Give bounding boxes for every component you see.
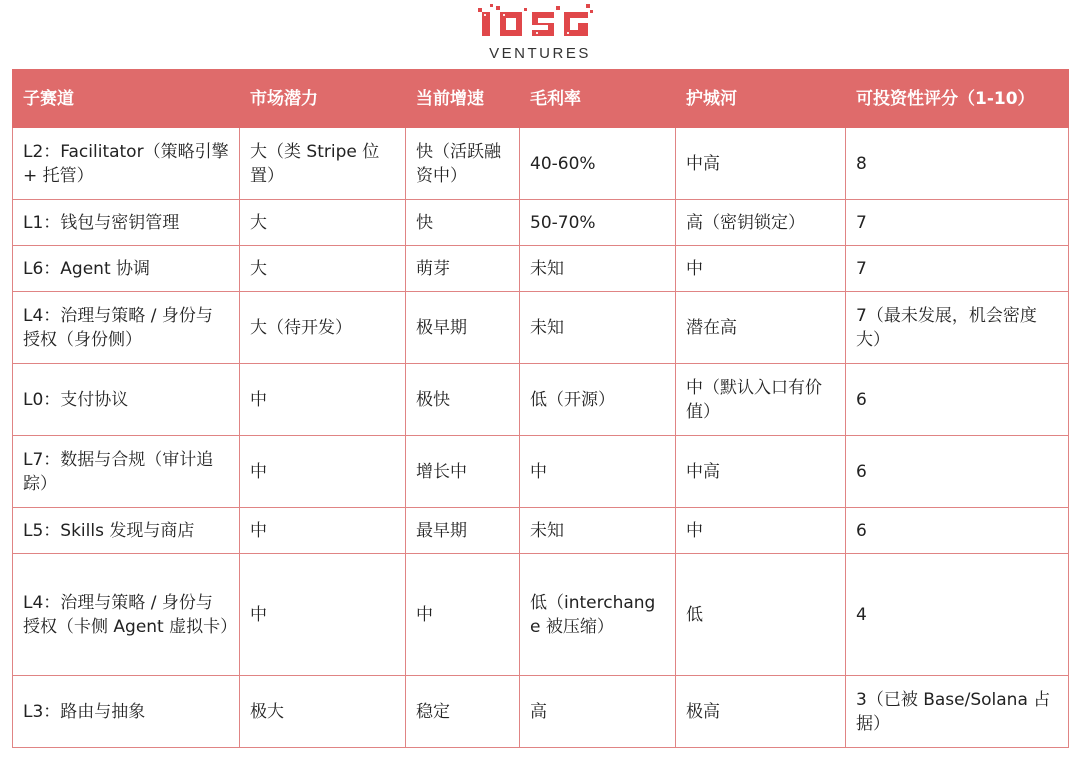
- table-cell: 中: [240, 436, 406, 508]
- table-cell: 极高: [676, 676, 846, 748]
- header-moat: 护城河: [676, 70, 846, 128]
- table-cell: 最早期: [406, 508, 520, 554]
- table-cell: L6：Agent 协调: [13, 246, 240, 292]
- table-cell: 低（interchange 被压缩）: [520, 554, 676, 676]
- table-cell: 6: [846, 364, 1069, 436]
- table-cell: 中高: [676, 436, 846, 508]
- table-cell: 50-70%: [520, 200, 676, 246]
- table-cell: 极早期: [406, 292, 520, 364]
- table-cell: 中高: [676, 128, 846, 200]
- table-row: [13, 508, 1069, 554]
- table-cell: 萌芽: [406, 246, 520, 292]
- table-row: [13, 128, 1069, 200]
- table-cell: 7: [846, 200, 1069, 246]
- table-cell: 40-60%: [520, 128, 676, 200]
- header-gross-margin: 毛利率: [520, 70, 676, 128]
- table-row: [13, 436, 1069, 508]
- table-cell: 中: [406, 554, 520, 676]
- table-row: [13, 200, 1069, 246]
- table-cell: 中: [240, 554, 406, 676]
- table-cell: 高: [520, 676, 676, 748]
- table-cell: L1：钱包与密钥管理: [13, 200, 240, 246]
- table-cell: 中: [676, 508, 846, 554]
- table-cell: L4：治理与策略 / 身份与授权（身份侧）: [13, 292, 240, 364]
- table-cell: L3：路由与抽象: [13, 676, 240, 748]
- logo-subtitle: VENTURES: [489, 45, 591, 62]
- table-cell: 7（最未发展，机会密度大）: [846, 292, 1069, 364]
- table-cell: 中: [240, 508, 406, 554]
- table-cell: 低（开源）: [520, 364, 676, 436]
- table-row: [13, 554, 1069, 676]
- table-cell: 大（待开发）: [240, 292, 406, 364]
- table-header-row: [13, 70, 1069, 128]
- table-cell: 低: [676, 554, 846, 676]
- table-cell: 6: [846, 508, 1069, 554]
- table-cell: 快: [406, 200, 520, 246]
- header-market-potential: 市场潜力: [240, 70, 406, 128]
- table-cell: 稳定: [406, 676, 520, 748]
- header-sub-track: 子赛道: [13, 70, 240, 128]
- table-cell: 3（已被 Base/Solana 占据）: [846, 676, 1069, 748]
- header-current-growth: 当前增速: [406, 70, 520, 128]
- table-cell: 6: [846, 436, 1069, 508]
- table-cell: 中: [240, 364, 406, 436]
- table-cell: L7：数据与合规（审计追踪）: [13, 436, 240, 508]
- table-row: [13, 246, 1069, 292]
- table-row: [13, 364, 1069, 436]
- table-cell: 中: [520, 436, 676, 508]
- table-cell: 中: [676, 246, 846, 292]
- comparison-table: [12, 69, 1069, 748]
- comparison-table-container: [12, 69, 1068, 748]
- table-cell: 大（类 Stripe 位置）: [240, 128, 406, 200]
- table-cell: L2：Facilitator（策略引擎 + 托管）: [13, 128, 240, 200]
- logo-graphic: [470, 0, 610, 66]
- table-cell: 中（默认入口有价值）: [676, 364, 846, 436]
- table-cell: L5：Skills 发现与商店: [13, 508, 240, 554]
- header-investability-score: 可投资性评分（1-10）: [846, 70, 1069, 128]
- table-cell: 极大: [240, 676, 406, 748]
- table-cell: 高（密钥锁定）: [676, 200, 846, 246]
- table-row: [13, 292, 1069, 364]
- table-cell: 未知: [520, 508, 676, 554]
- table-cell: 未知: [520, 292, 676, 364]
- table-cell: 快（活跃融资中）: [406, 128, 520, 200]
- table-cell: 增长中: [406, 436, 520, 508]
- table-cell: 4: [846, 554, 1069, 676]
- table-cell: 大: [240, 200, 406, 246]
- table-cell: 7: [846, 246, 1069, 292]
- table-cell: 未知: [520, 246, 676, 292]
- table-row: [13, 676, 1069, 748]
- table-cell: 潜在高: [676, 292, 846, 364]
- table-cell: 极快: [406, 364, 520, 436]
- table-cell: 大: [240, 246, 406, 292]
- table-cell: 8: [846, 128, 1069, 200]
- iosg-ventures-logo: [0, 0, 1080, 66]
- table-cell: L0：支付协议: [13, 364, 240, 436]
- table-cell: L4：治理与策略 / 身份与授权（卡侧 Agent 虚拟卡）: [13, 554, 240, 676]
